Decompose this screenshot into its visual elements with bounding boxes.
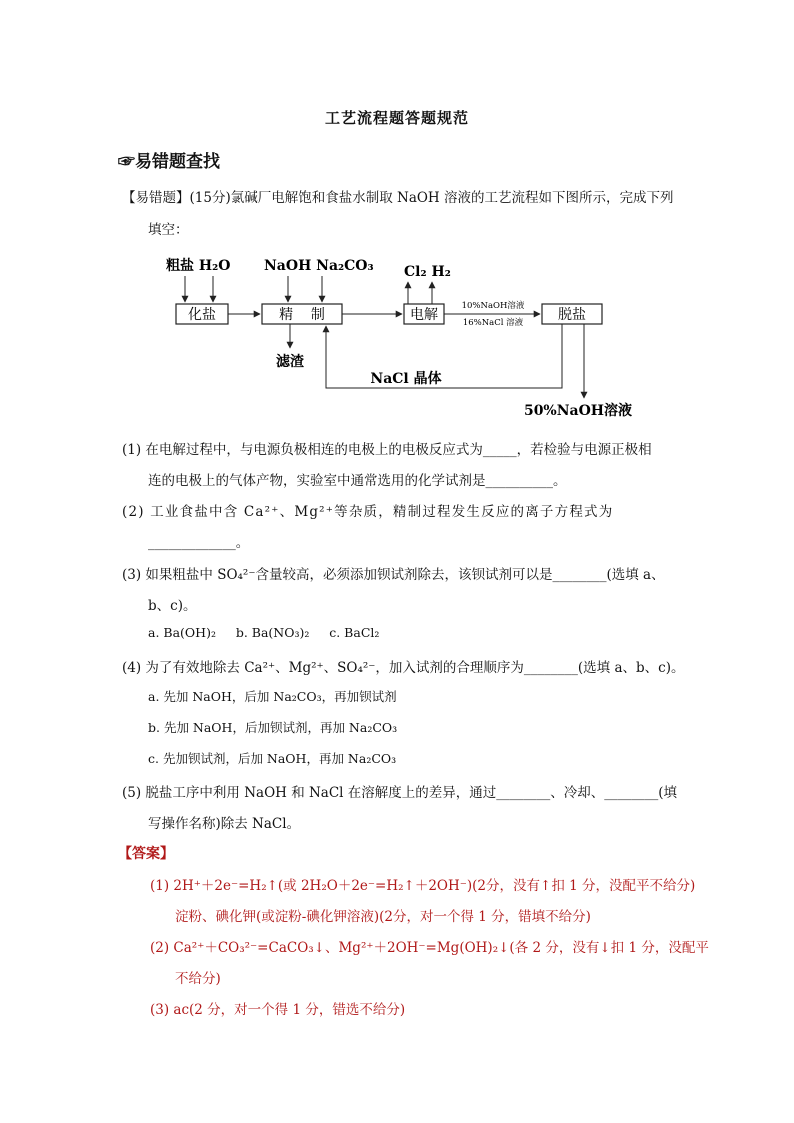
page-title: 工艺流程题答题规范	[324, 109, 469, 127]
question-intro-cont: 填空：	[148, 222, 189, 238]
process-flow-diagram	[150, 248, 650, 423]
q2-line1: (2) 工业食盐中含 Ca²⁺、Mg²⁺等杂质，精制过程发生反应的离子方程式为	[122, 504, 614, 520]
q4-option-b: b. 先加 NaOH，后加钡试剂，再加 Na₂CO₃	[148, 720, 398, 735]
q5-line1: (5) 脱盐工序中利用 NaOH 和 NaCl 在溶解度上的差异，通过________、冷却、________(填	[122, 785, 678, 801]
answer-1-line2: 淀粉、碘化钾(或淀粉-碘化钾溶液)(2分，对一个得 1 分，错填不给分)	[175, 909, 591, 925]
recycle-label: NaCl 晶体	[370, 371, 442, 387]
answer-3: (3) ac(2 分，对一个得 1 分，错选不给分)	[150, 1002, 406, 1018]
input-naoh-na2co3: NaOH Na₂CO₃	[264, 258, 374, 274]
product-label: 50%NaOH溶液	[523, 403, 633, 419]
stream-label-naoh: 10%NaOH溶液	[461, 301, 525, 311]
q3-options: a. Ba(OH)₂ b. Ba(NO₃)₂ c. BaCl₂	[148, 625, 380, 640]
stream-label-nacl: 16%NaCl 溶液	[462, 318, 524, 328]
answer-2-line2: 不给分)	[175, 971, 221, 987]
q4-line1: (4) 为了有效地除去 Ca²⁺、Mg²⁺、SO₄²⁻，加入试剂的合理顺序为________(选填 a、b、c)。	[122, 660, 685, 676]
svg-text:脱盐: 脱盐	[558, 307, 586, 323]
answer-2-line1: (2) Ca²⁺＋CO₃²⁻=CaCO₃↓、Mg²⁺＋2OH⁻=Mg(OH)₂↓(各 2 分，没有↓扣 1 分，没配平	[150, 940, 709, 956]
input-crude-salt-water: 粗盐 H₂O	[166, 258, 231, 274]
answer-1-line1: (1) 2H⁺＋2e⁻=H₂↑(或 2H₂O＋2e⁻=H₂↑＋2OH⁻)(2分，没有↑扣 1 分，没配平不给分)	[150, 878, 696, 894]
question-intro: 【易错题】(15分)氯碱厂电解饱和食盐水制取 NaOH 溶液的工艺流程如下图所示，完成下列	[122, 190, 674, 206]
q1-line2: 连的电极上的气体产物，实验室中通常选用的化学试剂是__________。	[148, 473, 567, 489]
q5-line2: 写操作名称)除去 NaCl。	[148, 816, 301, 832]
q4-option-c: c. 先加钡试剂，后加 NaOH，再加 Na₂CO₃	[148, 751, 397, 766]
svg-text:精 制: 精 制	[279, 307, 325, 323]
q4-option-a: a. 先加 NaOH，后加 Na₂CO₃，再加钡试剂	[148, 689, 397, 704]
q3-line1: (3) 如果粗盐中 SO₄²⁻含量较高，必须添加钡试剂除去，该钡试剂可以是________(选填 a、	[122, 567, 665, 583]
output-gases: Cl₂ H₂	[404, 264, 451, 280]
section-heading: ☞易错题查找	[118, 152, 220, 172]
residue-label: 滤渣	[276, 354, 304, 370]
q1-line1: (1) 在电解过程中，与电源负极相连的电极上的电极反应式为_____，若检验与电源正极相	[122, 442, 652, 458]
q3-line2: b、c)。	[148, 598, 197, 614]
q2-line2: _____________。	[148, 535, 250, 551]
answer-label: 【答案】	[118, 846, 174, 862]
svg-text:化盐: 化盐	[188, 307, 216, 323]
svg-text:电解: 电解	[410, 307, 438, 323]
